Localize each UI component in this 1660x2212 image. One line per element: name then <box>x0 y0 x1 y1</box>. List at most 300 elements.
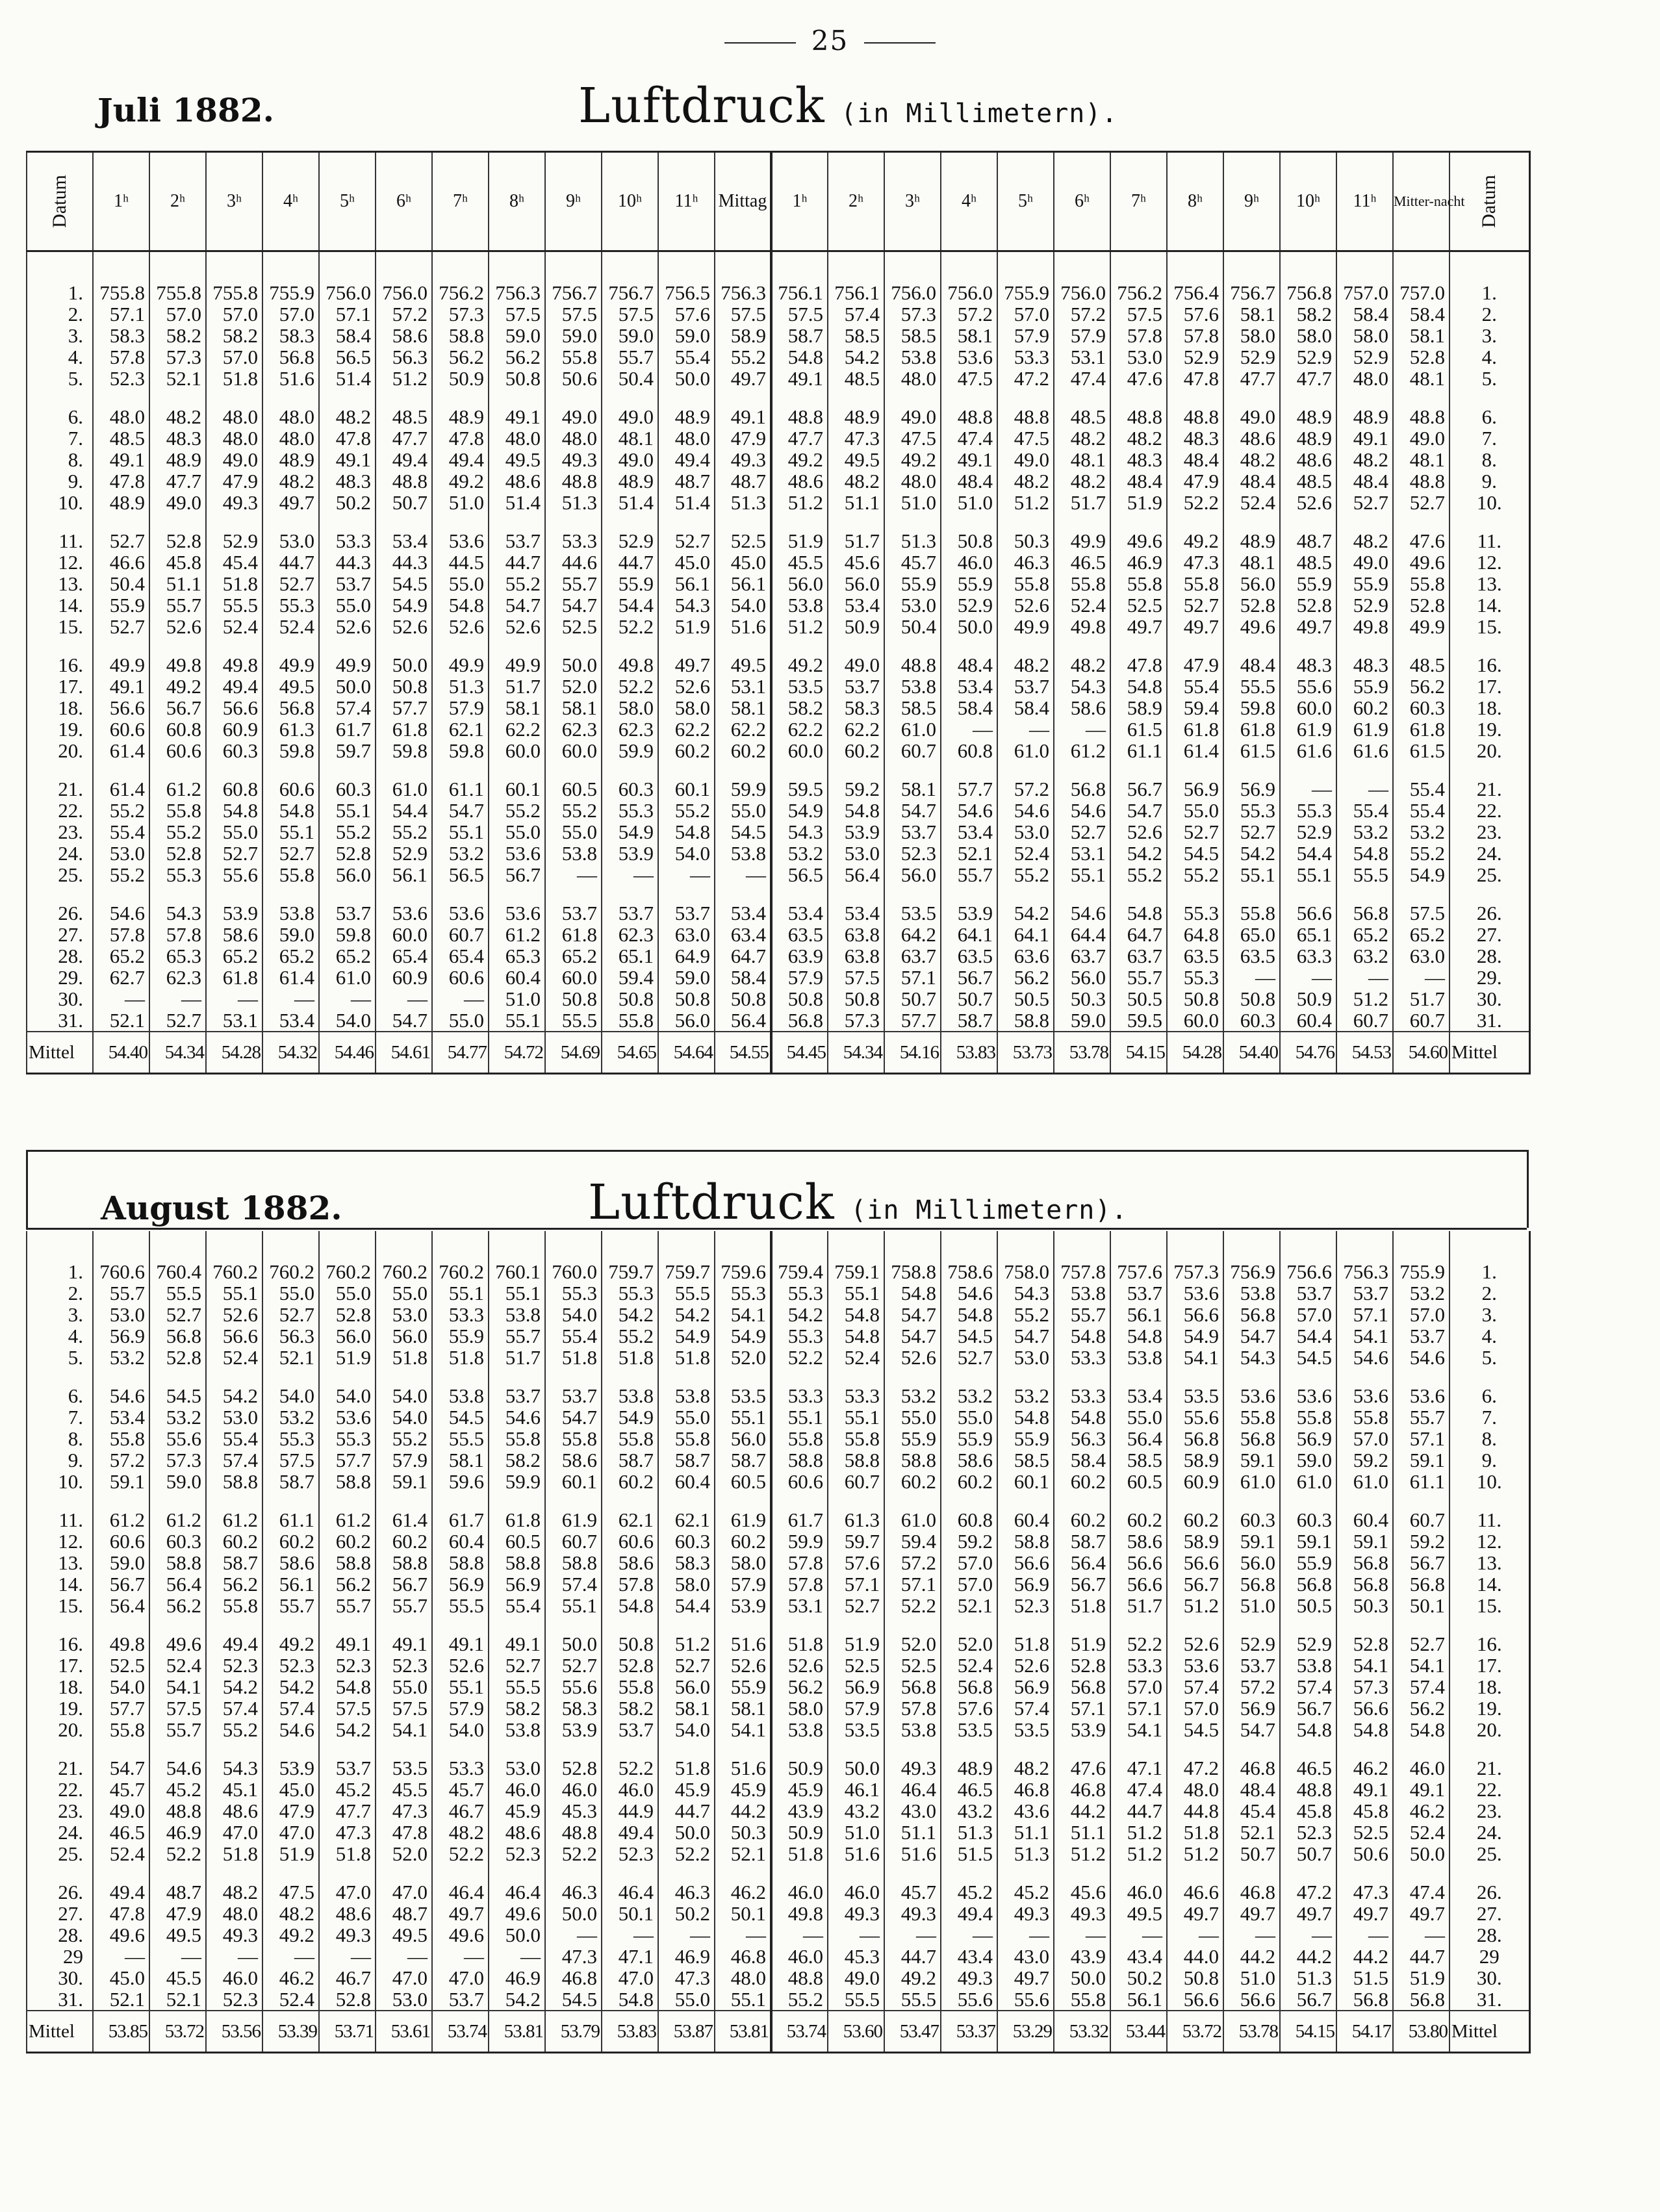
pressure-cell: 54.6 <box>489 1406 545 1428</box>
pressure-cell: 55.5 <box>1223 676 1280 697</box>
date-cell: 2. <box>27 303 93 325</box>
table-row <box>27 902 1529 924</box>
pressure-cell: 61.0 <box>884 1509 941 1531</box>
pressure-cell: 57.6 <box>828 1552 884 1573</box>
pressure-cell: 50.0 <box>489 1924 545 1946</box>
pressure-cell: 51.2 <box>1336 988 1393 1010</box>
spacer-cell <box>1449 885 1529 902</box>
date-cell: 7. <box>27 1406 93 1428</box>
spacer-cell <box>1449 761 1529 778</box>
pressure-cell: 57.9 <box>376 1449 432 1471</box>
pressure-cell: 54.0 <box>319 1385 376 1406</box>
pressure-cell: 756.1 <box>771 282 828 303</box>
spacer-cell <box>1110 389 1167 406</box>
mean-cell: 53.74 <box>432 2011 489 2053</box>
date-cell: 15. <box>27 1595 93 1616</box>
pressure-cell: 49.5 <box>262 676 319 697</box>
spacer-cell <box>1393 1368 1449 1385</box>
spacer-cell <box>658 1368 715 1385</box>
pressure-cell: 60.5 <box>715 1471 771 1492</box>
mean-cell: 54.15 <box>1280 2011 1336 2053</box>
spacer-cell <box>1110 251 1167 283</box>
spacer-cell <box>715 1616 771 1633</box>
pressure-cell: 49.7 <box>1336 1903 1393 1924</box>
pressure-cell: — <box>1393 967 1449 988</box>
pressure-cell: 45.8 <box>1336 1800 1393 1822</box>
pressure-cell: 52.9 <box>1280 1633 1336 1655</box>
pressure-cell: 55.7 <box>941 864 997 885</box>
pressure-cell: 49.3 <box>545 449 602 470</box>
pressure-cell: 63.5 <box>771 924 828 945</box>
pressure-cell: 59.7 <box>319 740 376 761</box>
spacer-cell <box>376 1368 432 1385</box>
pressure-cell: 48.4 <box>1223 470 1280 492</box>
pressure-cell: — <box>432 988 489 1010</box>
pressure-cell: 47.8 <box>376 1822 432 1843</box>
pressure-cell: 760.6 <box>93 1261 149 1282</box>
date-cell: 8. <box>27 449 93 470</box>
pressure-cell: 55.7 <box>319 1595 376 1616</box>
pressure-cell: 52.3 <box>884 843 941 864</box>
pressure-cell: 48.6 <box>489 1822 545 1843</box>
date-cell: 21. <box>1449 778 1529 800</box>
pressure-cell: 62.2 <box>771 718 828 740</box>
pressure-cell: 760.2 <box>432 1261 489 1282</box>
pressure-cell: 51.0 <box>1223 1967 1280 1989</box>
pressure-cell: 59.9 <box>771 1531 828 1552</box>
pressure-cell: 61.4 <box>376 1509 432 1531</box>
pressure-cell: 46.2 <box>1393 1800 1449 1822</box>
pressure-cell: — <box>997 718 1054 740</box>
spacer-cell <box>149 1616 206 1633</box>
pressure-cell: 58.0 <box>602 697 658 718</box>
pressure-cell: 46.4 <box>602 1881 658 1903</box>
pressure-cell: 45.3 <box>545 1800 602 1822</box>
pressure-cell: 55.3 <box>1167 967 1223 988</box>
frame-left <box>26 1150 28 1228</box>
pressure-cell: 63.9 <box>771 945 828 967</box>
spacer-cell <box>658 513 715 530</box>
pressure-cell: 61.9 <box>1280 718 1336 740</box>
pressure-cell: 65.2 <box>93 945 149 967</box>
pressure-cell: 50.2 <box>658 1903 715 1924</box>
pressure-cell: 48.8 <box>149 1800 206 1822</box>
pressure-cell: 53.0 <box>93 843 149 864</box>
pressure-cell: 49.0 <box>545 406 602 427</box>
spacer-cell <box>432 1616 489 1633</box>
pressure-cell: 48.2 <box>149 406 206 427</box>
pressure-cell: 55.6 <box>1280 676 1336 697</box>
pressure-cell: 49.5 <box>715 654 771 676</box>
spacer-cell <box>432 1864 489 1881</box>
spacer-cell <box>658 1231 715 1261</box>
pressure-cell: 47.0 <box>206 1822 262 1843</box>
pressure-cell: 58.8 <box>997 1010 1054 1032</box>
pressure-cell: 53.6 <box>489 843 545 864</box>
date-cell: 18. <box>27 1676 93 1697</box>
mean-cell: 54.28 <box>206 1032 262 1074</box>
pressure-cell: 54.1 <box>376 1719 432 1740</box>
spacer-cell <box>1393 637 1449 654</box>
pressure-cell: 53.8 <box>545 843 602 864</box>
pressure-cell: 48.8 <box>1393 406 1449 427</box>
pressure-cell: 47.8 <box>319 427 376 449</box>
pressure-cell: 47.3 <box>545 1946 602 1967</box>
pressure-cell: 56.7 <box>489 864 545 885</box>
date-cell: 3. <box>27 325 93 346</box>
pressure-cell: 53.6 <box>432 902 489 924</box>
spacer-cell <box>1393 1231 1449 1261</box>
pressure-cell: 61.8 <box>1167 718 1223 740</box>
pressure-cell: 50.3 <box>1054 988 1110 1010</box>
pressure-cell: 53.8 <box>1280 1655 1336 1676</box>
pressure-cell: 54.6 <box>1054 800 1110 821</box>
spacer-cell <box>1054 1368 1110 1385</box>
pressure-cell: 48.9 <box>262 449 319 470</box>
pressure-cell: 48.2 <box>1223 449 1280 470</box>
table-row <box>27 346 1529 368</box>
pressure-cell: — <box>319 988 376 1010</box>
pressure-cell: 63.4 <box>715 924 771 945</box>
pressure-cell: 51.8 <box>1054 1595 1110 1616</box>
pressure-cell: 61.4 <box>262 967 319 988</box>
pressure-cell: 53.3 <box>432 1757 489 1779</box>
pressure-cell: 759.7 <box>658 1261 715 1282</box>
pressure-cell: 46.4 <box>489 1881 545 1903</box>
pressure-cell: — <box>602 1924 658 1946</box>
pressure-cell: 52.5 <box>884 1655 941 1676</box>
pressure-cell: 52.8 <box>1223 594 1280 616</box>
pressure-cell: 50.5 <box>997 988 1054 1010</box>
pressure-cell: 49.7 <box>1110 616 1167 637</box>
pressure-cell: 54.8 <box>771 346 828 368</box>
pressure-cell: 48.2 <box>1110 427 1167 449</box>
spacer-cell <box>1449 1864 1529 1881</box>
pressure-cell: 46.4 <box>884 1779 941 1800</box>
spacer-cell <box>771 1231 828 1261</box>
spacer-cell <box>884 389 941 406</box>
spacer-cell <box>828 1368 884 1385</box>
pressure-cell: 756.0 <box>941 282 997 303</box>
pressure-cell: 57.0 <box>206 303 262 325</box>
spacer-cell <box>1223 885 1280 902</box>
pressure-cell: 56.3 <box>262 1325 319 1347</box>
pressure-cell: 51.6 <box>715 1633 771 1655</box>
pressure-cell: 59.8 <box>376 740 432 761</box>
pressure-cell: 49.9 <box>1054 530 1110 552</box>
pressure-cell: 60.7 <box>1336 1010 1393 1032</box>
pressure-cell: 52.7 <box>93 530 149 552</box>
pressure-cell: 50.8 <box>715 988 771 1010</box>
pressure-cell: 52.6 <box>1280 492 1336 513</box>
pressure-cell: 58.5 <box>884 697 941 718</box>
pressure-cell: 58.6 <box>206 924 262 945</box>
pressure-cell: 46.2 <box>262 1967 319 1989</box>
spacer-cell <box>1336 1864 1393 1881</box>
pressure-cell: 56.6 <box>1110 1573 1167 1595</box>
spacer-cell <box>1449 1368 1529 1385</box>
date-cell: 11. <box>27 1509 93 1531</box>
spacer-cell <box>262 1492 319 1509</box>
pressure-cell: 49.3 <box>1054 1903 1110 1924</box>
pressure-cell: 47.5 <box>997 427 1054 449</box>
spacer-cell <box>262 1231 319 1261</box>
spacer-cell <box>1280 1368 1336 1385</box>
month-title-august: August 1882. <box>101 1189 342 1227</box>
pressure-cell: — <box>1054 1924 1110 1946</box>
date-cell: 21. <box>27 1757 93 1779</box>
pressure-cell: 49.7 <box>1167 616 1223 637</box>
date-cell: 25. <box>27 1843 93 1864</box>
mean-cell: 53.78 <box>1223 2011 1280 2053</box>
pressure-cell: 49.3 <box>997 1903 1054 1924</box>
pressure-cell: 48.9 <box>1280 406 1336 427</box>
pressure-cell: 57.1 <box>93 303 149 325</box>
pressure-cell: 45.7 <box>93 1779 149 1800</box>
pressure-cell: 52.7 <box>262 843 319 864</box>
pressure-cell: 49.1 <box>432 1633 489 1655</box>
pressure-cell: 56.1 <box>1110 1989 1167 2011</box>
spacer-cell <box>1280 251 1336 283</box>
pressure-cell: 48.8 <box>1280 1779 1336 1800</box>
pressure-cell: — <box>941 1924 997 1946</box>
pressure-cell: 43.4 <box>1110 1946 1167 1967</box>
pressure-cell: 58.4 <box>1393 303 1449 325</box>
pressure-cell: 58.5 <box>1110 1449 1167 1471</box>
pressure-cell: 759.7 <box>602 1261 658 1282</box>
pressure-cell: 55.1 <box>1280 864 1336 885</box>
pressure-cell: 760.1 <box>489 1261 545 1282</box>
pressure-cell: 53.5 <box>771 676 828 697</box>
pressure-cell: 50.3 <box>997 530 1054 552</box>
table-row <box>27 1509 1529 1531</box>
pressure-cell: 56.7 <box>1393 1552 1449 1573</box>
pressure-cell: 52.7 <box>1054 821 1110 843</box>
spacer-cell <box>1336 1368 1393 1385</box>
spacer-cell <box>93 389 149 406</box>
pressure-cell: 49.0 <box>997 449 1054 470</box>
pressure-cell: 60.2 <box>941 1471 997 1492</box>
pressure-cell: 49.6 <box>1110 530 1167 552</box>
pressure-cell: 58.2 <box>1280 303 1336 325</box>
pressure-cell: 52.1 <box>715 1843 771 1864</box>
pressure-cell: 54.1 <box>1110 1719 1167 1740</box>
pressure-cell: 54.0 <box>319 1010 376 1032</box>
pressure-cell: 52.7 <box>1393 1633 1449 1655</box>
pressure-cell: 54.9 <box>602 1406 658 1428</box>
spacer-cell <box>489 251 545 283</box>
pressure-cell: 60.1 <box>545 1471 602 1492</box>
pressure-cell: 60.7 <box>884 740 941 761</box>
pressure-cell: 50.9 <box>771 1822 828 1843</box>
spacer-cell <box>93 1368 149 1385</box>
pressure-cell: 64.9 <box>658 945 715 967</box>
pressure-cell: 56.8 <box>1223 1428 1280 1449</box>
pressure-cell: 60.1 <box>489 778 545 800</box>
pressure-cell: 47.5 <box>262 1881 319 1903</box>
pressure-cell: 56.1 <box>658 573 715 594</box>
pressure-cell: 52.3 <box>376 1655 432 1676</box>
pressure-cell: 54.8 <box>1110 676 1167 697</box>
pressure-cell: 48.0 <box>1167 1779 1223 1800</box>
spacer-cell <box>27 1864 93 1881</box>
pressure-cell: 48.6 <box>1223 427 1280 449</box>
spacer-cell <box>1336 1740 1393 1757</box>
pressure-cell: 54.7 <box>997 1325 1054 1347</box>
pressure-cell: 48.6 <box>319 1903 376 1924</box>
pressure-cell: 52.2 <box>602 616 658 637</box>
pressure-cell: 55.2 <box>715 346 771 368</box>
pressure-cell: 55.4 <box>1393 800 1449 821</box>
date-cell: 31. <box>1449 1989 1529 2011</box>
date-cell: 12. <box>27 552 93 573</box>
pressure-cell: 52.6 <box>658 676 715 697</box>
spacer-cell <box>1223 1231 1280 1261</box>
spacer-cell <box>602 389 658 406</box>
pressure-cell: 58.1 <box>545 697 602 718</box>
pressure-cell: 56.8 <box>884 1676 941 1697</box>
spacer-cell <box>1449 1740 1529 1757</box>
spacer-cell <box>1223 513 1280 530</box>
spacer-cell <box>997 1864 1054 1881</box>
pressure-cell: 54.2 <box>828 346 884 368</box>
pressure-cell: 49.0 <box>206 449 262 470</box>
spacer-cell <box>1054 1231 1110 1261</box>
pressure-cell: 47.7 <box>319 1800 376 1822</box>
pressure-cell: 51.5 <box>1336 1967 1393 1989</box>
pressure-cell: 61.0 <box>1223 1471 1280 1492</box>
pressure-cell: 49.5 <box>1110 1903 1167 1924</box>
pressure-cell: 48.2 <box>262 470 319 492</box>
pressure-cell: 61.8 <box>489 1509 545 1531</box>
pressure-cell: 58.4 <box>1336 303 1393 325</box>
pressure-cell: 54.9 <box>376 594 432 616</box>
spacer-cell <box>376 885 432 902</box>
pressure-cell: 51.8 <box>206 1843 262 1864</box>
pressure-cell: 47.3 <box>319 1822 376 1843</box>
pressure-cell: 52.7 <box>658 1655 715 1676</box>
mean-cell: 53.73 <box>997 1032 1054 1074</box>
pressure-cell: 51.1 <box>884 1822 941 1843</box>
pressure-cell: 52.6 <box>149 616 206 637</box>
table-row <box>27 594 1529 616</box>
pressure-cell: 48.0 <box>1336 368 1393 389</box>
spacer-cell <box>93 1492 149 1509</box>
date-cell: 6. <box>1449 406 1529 427</box>
date-cell: 30. <box>1449 1967 1529 1989</box>
pressure-cell: 54.5 <box>432 1406 489 1428</box>
spacer-cell <box>941 1231 997 1261</box>
table-row <box>27 449 1529 470</box>
spacer-cell <box>771 885 828 902</box>
pressure-cell: — <box>545 864 602 885</box>
pressure-cell: 58.4 <box>941 697 997 718</box>
spacer-cell <box>771 1492 828 1509</box>
pressure-cell: 55.3 <box>262 1428 319 1449</box>
date-cell: 24. <box>27 843 93 864</box>
pressure-cell: 63.5 <box>1167 945 1223 967</box>
pressure-cell: 45.0 <box>262 1779 319 1800</box>
pressure-cell: 50.8 <box>1167 988 1223 1010</box>
pressure-cell: 52.5 <box>828 1655 884 1676</box>
pressure-cell: 44.2 <box>715 1800 771 1822</box>
pressure-cell: 46.9 <box>149 1822 206 1843</box>
pressure-cell: 756.8 <box>1280 282 1336 303</box>
pressure-cell: 47.4 <box>1110 1779 1167 1800</box>
spacer-cell <box>658 251 715 283</box>
table-row <box>27 1633 1529 1655</box>
pressure-cell: 55.0 <box>884 1406 941 1428</box>
pressure-cell: 52.6 <box>715 1655 771 1676</box>
date-cell: 8. <box>1449 1428 1529 1449</box>
mean-cell: 54.28 <box>1167 1032 1223 1074</box>
pressure-cell: 52.4 <box>1054 594 1110 616</box>
pressure-cell: 56.8 <box>1054 778 1110 800</box>
pressure-cell: 43.2 <box>941 1800 997 1822</box>
pressure-cell: 60.3 <box>1280 1509 1336 1531</box>
spacer-cell <box>658 1864 715 1881</box>
pressure-cell: 58.1 <box>941 325 997 346</box>
pressure-cell: 51.8 <box>997 1633 1054 1655</box>
pressure-cell: 48.8 <box>1393 470 1449 492</box>
pressure-cell: 756.2 <box>1110 282 1167 303</box>
hour-header: 6ʰ <box>1054 152 1110 251</box>
pressure-cell: 50.9 <box>432 368 489 389</box>
pressure-cell: 53.9 <box>602 843 658 864</box>
pressure-cell: — <box>771 1924 828 1946</box>
mean-cell: 53.44 <box>1110 2011 1167 2053</box>
pressure-cell: 53.0 <box>376 1304 432 1325</box>
pressure-cell: 54.1 <box>149 1676 206 1697</box>
pressure-cell: 64.8 <box>1167 924 1223 945</box>
spacer-cell <box>1223 1864 1280 1881</box>
date-cell: 14. <box>1449 594 1529 616</box>
date-cell: 1. <box>27 1261 93 1282</box>
pressure-cell: 56.6 <box>1167 1989 1223 2011</box>
spacer-cell <box>1167 1740 1223 1757</box>
pressure-cell: 49.1 <box>376 1633 432 1655</box>
pressure-cell: 60.7 <box>828 1471 884 1492</box>
pressure-cell: 756.7 <box>602 282 658 303</box>
pressure-cell: 48.6 <box>771 470 828 492</box>
pressure-cell: 54.8 <box>319 1676 376 1697</box>
date-cell: 31. <box>1449 1010 1529 1032</box>
table-row <box>27 924 1529 945</box>
spacer-cell <box>1280 513 1336 530</box>
date-cell: 15. <box>1449 1595 1529 1616</box>
pressure-cell: 57.7 <box>319 1449 376 1471</box>
pressure-cell: 55.6 <box>206 864 262 885</box>
pressure-cell: 50.8 <box>376 676 432 697</box>
pressure-cell: 55.0 <box>941 1406 997 1428</box>
pressure-cell: 60.0 <box>1167 1010 1223 1032</box>
pressure-cell: 55.3 <box>1167 902 1223 924</box>
pressure-cell: 52.6 <box>206 1304 262 1325</box>
pressure-cell: 48.5 <box>1280 552 1336 573</box>
pressure-cell: 47.9 <box>206 470 262 492</box>
date-cell: 24. <box>1449 843 1529 864</box>
pressure-cell: 50.1 <box>602 1903 658 1924</box>
pressure-cell: 51.2 <box>771 616 828 637</box>
pressure-cell: 47.2 <box>1167 1757 1223 1779</box>
hour-header: 8ʰ <box>489 152 545 251</box>
pressure-cell: 53.6 <box>1167 1282 1223 1304</box>
pressure-cell: 53.5 <box>715 1385 771 1406</box>
pressure-cell: 54.2 <box>206 1385 262 1406</box>
pressure-cell: 44.7 <box>658 1800 715 1822</box>
spacer-cell <box>149 761 206 778</box>
mean-cell: 53.32 <box>1054 2011 1110 2053</box>
